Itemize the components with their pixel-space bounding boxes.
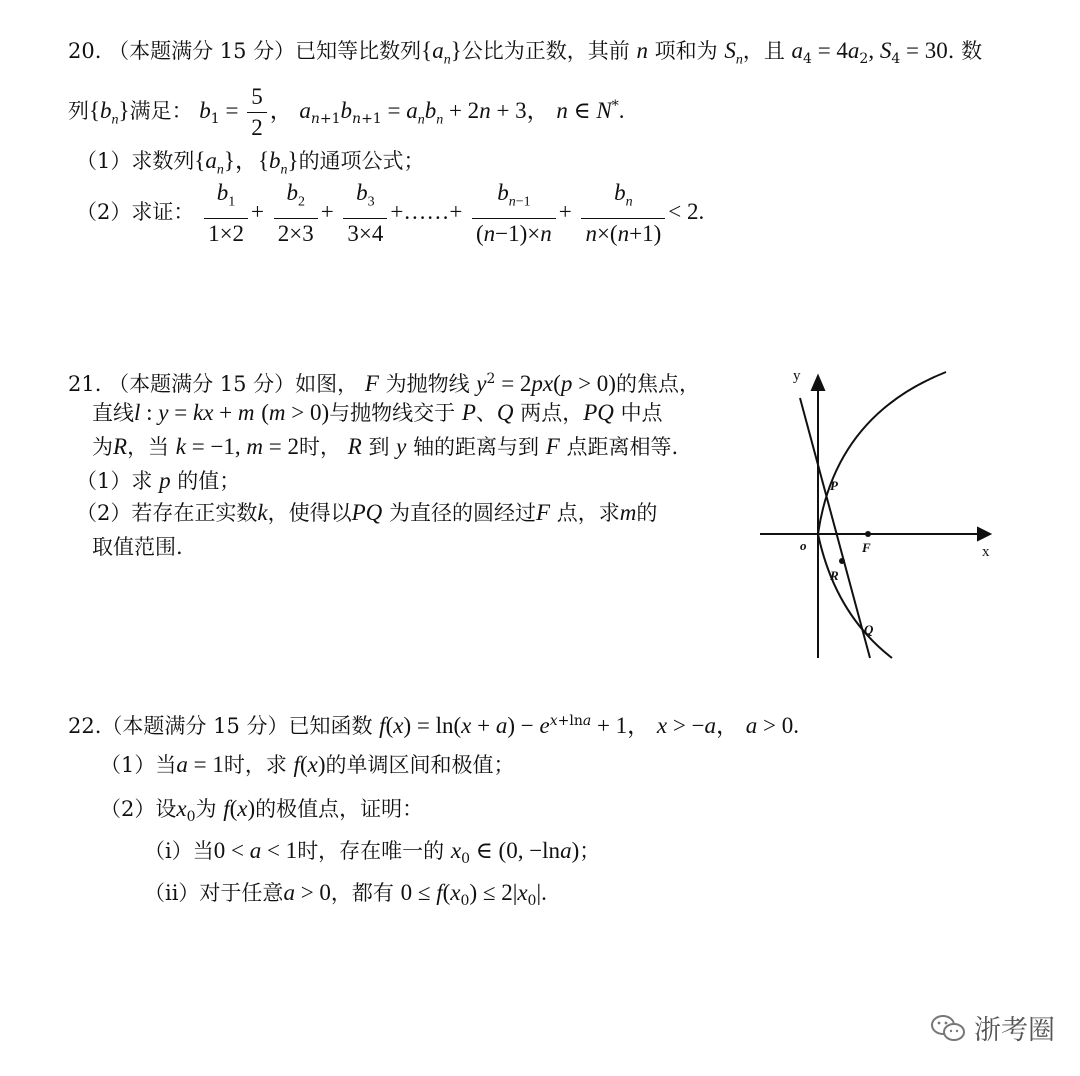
q21-part2-cont: 取值范围.	[92, 535, 183, 559]
q21-part1: （1）求 p 的值；	[76, 468, 241, 493]
label-R: R	[830, 568, 839, 583]
q22-part2-i: （i）当0 < a < 1时，存在唯一的 $x_0$ ∈ (0, −lna)；	[144, 838, 601, 868]
label-y: y	[793, 368, 801, 384]
label-F: F	[862, 540, 871, 555]
x-axis-arrow	[978, 528, 990, 540]
y-axis-arrow	[812, 376, 824, 390]
q22-part2: （2）设$x_0$为 f(x)的极值点，证明：	[100, 796, 424, 826]
q20-score: （本题满分 15 分）	[108, 39, 296, 63]
q20-line2: 列$\{b_n\}$满足： $b_1$ = $\frac{5}{2}$ ， $a_{n+1}b_{n+1} = a_nb_n + 2n + 3$， n ∈ N*.	[68, 84, 625, 140]
q20-part2: （2）求证： $\frac{b_1}{1\times 2}$ + $\frac{b_2}{2\times 3}$ + $\frac{b_3}{3\times 4}$ +……+ $\frac{b_{n-1}}{(n-1)\times n}$ + $\frac{b_n}{n\times(n+1)}$ < 2.	[76, 180, 705, 246]
wechat-icon	[930, 1013, 966, 1043]
point-R-dot	[839, 558, 845, 564]
q21-line1: 21. （本题满分 15 分）如图， F 为抛物线 $y^2 = 2px(p > 0)$的焦点，	[68, 371, 700, 396]
q22-part2-ii: （ii）对于任意a > 0，都有 $0 \le f(x_0) \le 2|x_0|$.	[144, 880, 547, 910]
label-x: x	[982, 544, 990, 560]
point-F-dot	[865, 531, 871, 537]
q21-part2: （2）若存在正实数k，使得以PQ 为直径的圆经过F 点，求m的	[76, 500, 658, 525]
q22-line1: 22.（本题满分 15 分）已知函数 $f(x) = \ln(x + a) - e^{x+lna} + 1$， x > −a， a > 0.	[68, 713, 799, 738]
label-P: P	[830, 478, 838, 493]
q22-score: （本题满分 15 分）	[101, 714, 289, 738]
q21-line3: 为R，当 k = −1, m = 2时， R 到 y 轴的距离与到 F 点距离相等.	[92, 434, 679, 459]
watermark	[930, 1008, 1055, 1047]
watermark-text: 浙考圈	[974, 1015, 1055, 1046]
q20-part1: （1）求数列$\{a_n\}$，$\{b_n\}$的通项公式；	[76, 148, 425, 178]
q22-number: 22.	[68, 714, 102, 738]
q20-line1: 20. （本题满分 15 分）已知等比数列$\{a_n\}$公比为正数，其前 n 项和为 $S_n$，且 $a_4 = 4a_2$, $S_4 = 30$. 数	[68, 38, 983, 68]
q22-part1: （1）当a = 1时，求 f(x)的单调区间和极值；	[100, 752, 515, 777]
parabola-curve	[818, 372, 946, 658]
label-Q: Q	[864, 622, 874, 637]
parabola-figure	[758, 366, 998, 666]
label-origin: o	[800, 538, 807, 553]
q20-number: 20.	[68, 39, 102, 63]
q21-line2: 直线l : y = kx + m (m > 0)与抛物线交于 P、Q 两点，PQ 中点	[92, 400, 663, 425]
q21-score: （本题满分 15 分）	[108, 372, 296, 396]
q21-number: 21.	[68, 372, 102, 396]
line-l	[800, 398, 870, 658]
